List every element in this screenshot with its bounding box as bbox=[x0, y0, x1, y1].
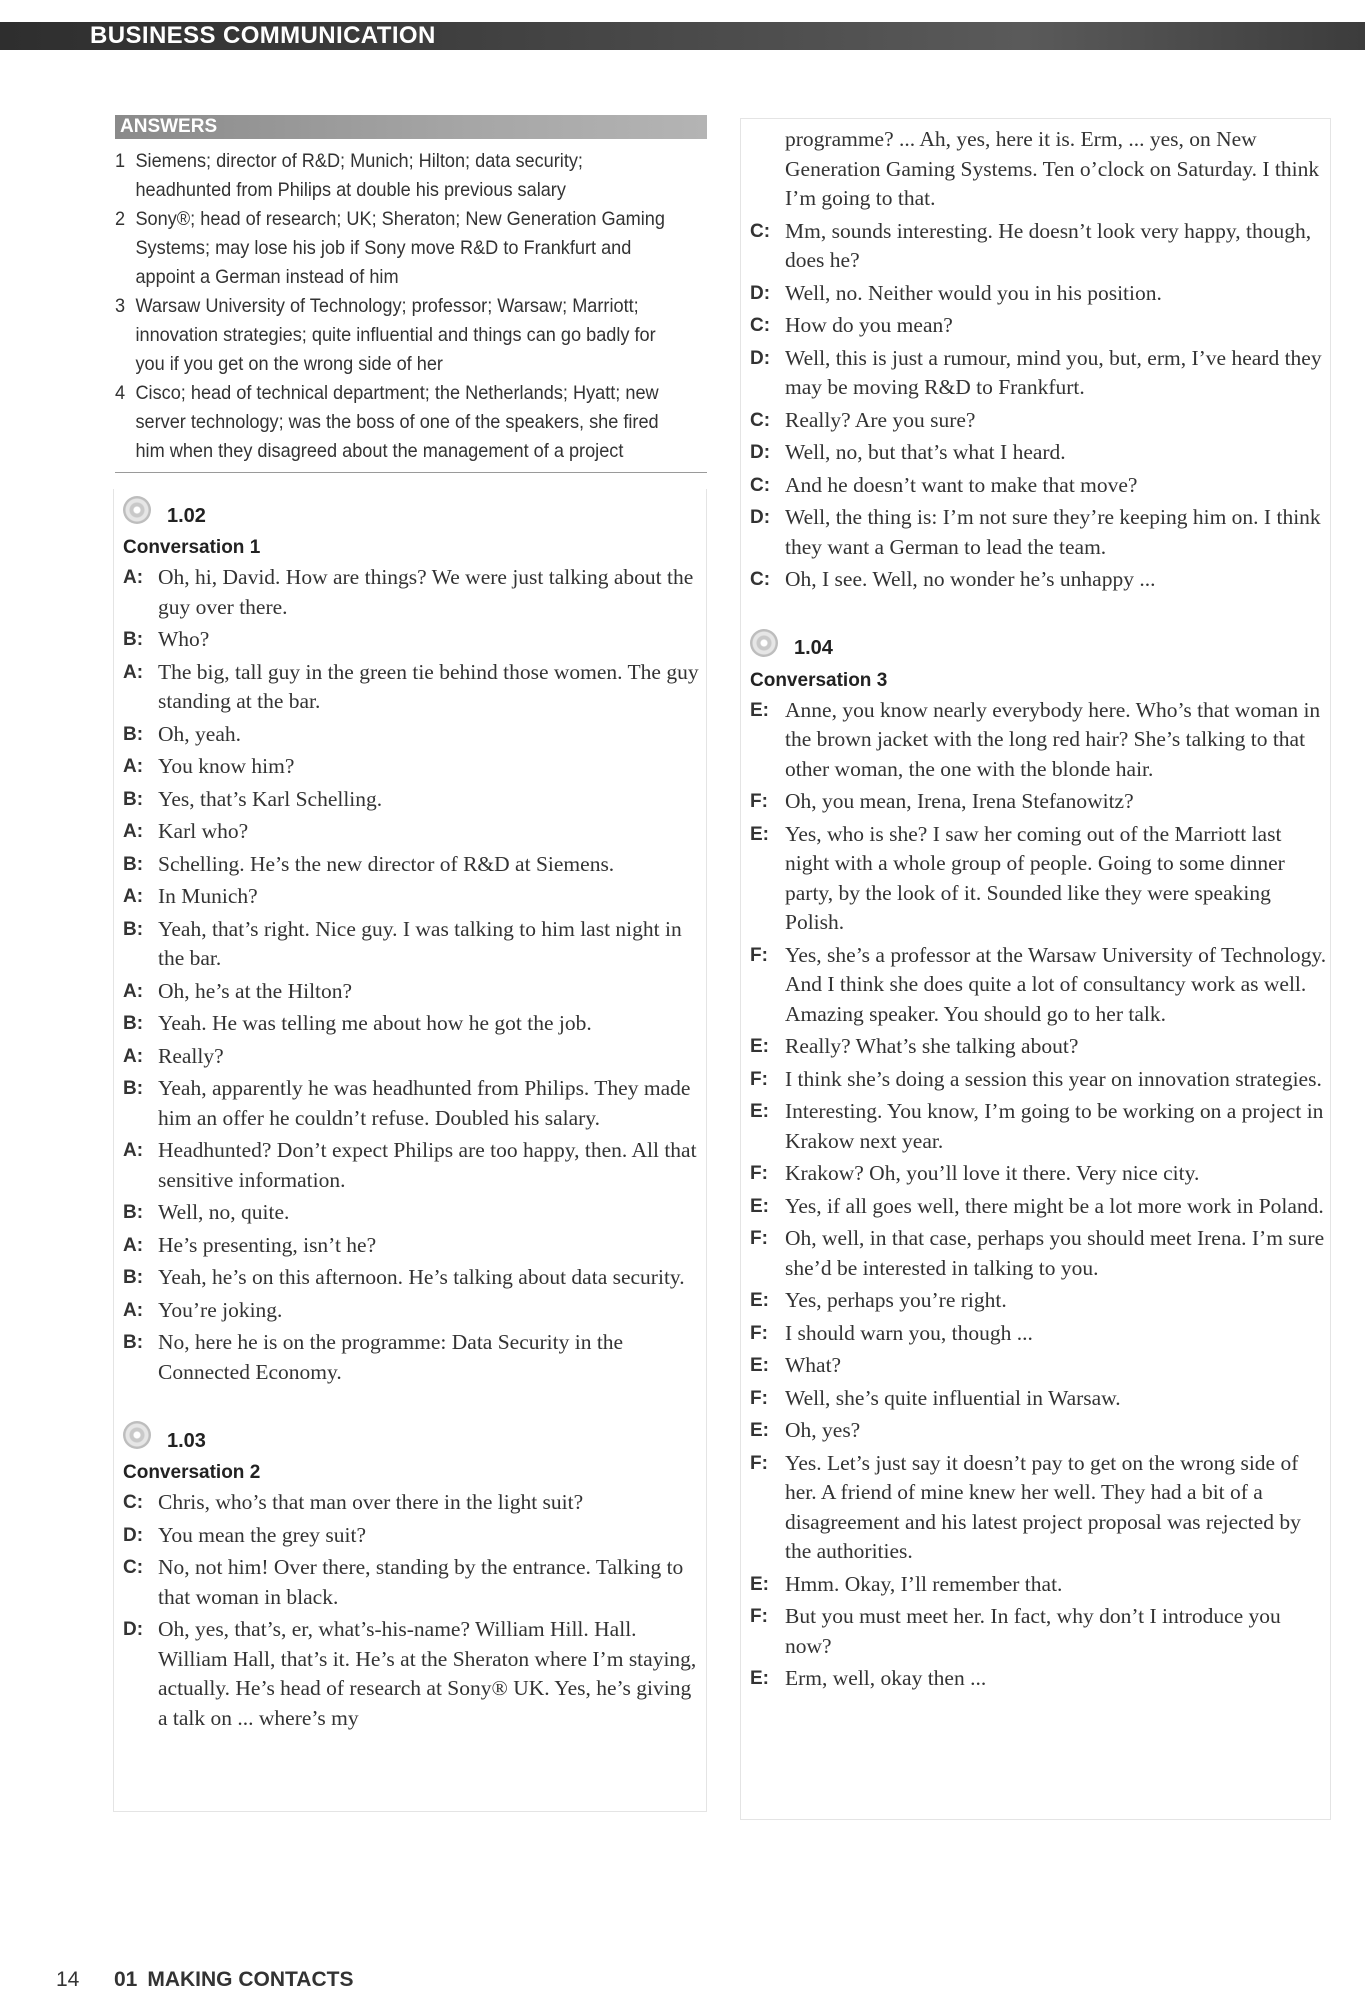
line-text: Oh, I see. Well, no wonder he’s unhappy ... bbox=[785, 567, 1156, 591]
speaker-label: C: bbox=[750, 315, 771, 336]
answer-item bbox=[115, 263, 704, 292]
answer-item bbox=[115, 321, 704, 350]
answer-item bbox=[115, 437, 704, 466]
track-number: 1.04 bbox=[794, 637, 833, 659]
dialogue-line bbox=[123, 1009, 706, 1039]
speaker-label: B: bbox=[123, 1202, 144, 1223]
line-text: Yes, if all goes well, there might be a lot more work in Poland. bbox=[785, 1193, 1324, 1218]
dialogue-line bbox=[750, 1384, 1330, 1414]
dialogue-line bbox=[123, 1296, 706, 1326]
dialogue-line bbox=[123, 752, 706, 782]
conversation-title: Conversation 2 bbox=[123, 1462, 261, 1483]
line-text: And he doesn’t want to make that move? bbox=[785, 472, 1138, 497]
answer-text: Cisco; head of technical department; the Netherlands; Hyatt; new bbox=[135, 382, 659, 404]
speaker-label: F: bbox=[750, 1322, 768, 1344]
speaker-label: F: bbox=[750, 791, 768, 812]
line-text: How do you mean? bbox=[785, 313, 953, 337]
cd-icon bbox=[750, 629, 778, 657]
conversation-title: Conversation 1 bbox=[123, 537, 261, 558]
dialogue-line bbox=[750, 696, 1330, 785]
dialogue-line bbox=[750, 503, 1330, 562]
speaker-label: C: bbox=[750, 409, 771, 431]
dialogue bbox=[123, 563, 706, 1387]
dialogue-line bbox=[123, 1042, 706, 1072]
dialogue-line bbox=[123, 1615, 706, 1733]
line-text: What? bbox=[785, 1353, 842, 1377]
dialogue-line bbox=[750, 217, 1330, 276]
speaker-label: B: bbox=[123, 1267, 144, 1288]
dialogue-line bbox=[750, 941, 1330, 1030]
speaker-label: B: bbox=[123, 1013, 144, 1034]
dialogue-line bbox=[123, 1553, 706, 1612]
answer-item bbox=[115, 234, 704, 263]
conversation-title: Conversation 3 bbox=[750, 669, 888, 691]
speaker-label: A: bbox=[123, 1299, 144, 1321]
line-text: Oh, he’s at the Hilton? bbox=[158, 978, 353, 1003]
dialogue-line bbox=[123, 625, 706, 655]
page-number: 14 bbox=[56, 1968, 80, 1991]
line-text: Oh, hi, David. How are things? We were just talking about the guy over there. bbox=[158, 565, 694, 619]
line-text: Well, no, but that’s what I heard. bbox=[785, 440, 1066, 464]
answers-box bbox=[115, 115, 707, 473]
line-text: I should warn you, though ... bbox=[785, 1320, 1033, 1345]
answer-number bbox=[115, 437, 135, 466]
dialogue-line bbox=[750, 1449, 1330, 1567]
line-text: programme? ... Ah, yes, here it is. Erm, ... yes, on New Generation Gaming Systems. Ten o’clock on Saturday. I think I’m going to that. bbox=[785, 127, 1320, 210]
track-number: 1.03 bbox=[167, 1429, 206, 1452]
answer-item bbox=[115, 147, 704, 176]
answer-number: 4 bbox=[115, 382, 126, 404]
dialogue-line bbox=[123, 1521, 706, 1551]
speaker-label: E: bbox=[750, 1420, 769, 1441]
line-text: Yes, who is she? I saw her coming out of the Marriott last night with a whole group of people. Going to some dinner party, by the look of it. Sounded like they were speaking Polish. bbox=[785, 821, 1285, 934]
answer-item bbox=[115, 379, 704, 408]
dialogue-line bbox=[750, 471, 1330, 501]
line-text: But you must meet her. In fact, why don’t I introduce you now? bbox=[785, 1604, 1281, 1658]
speaker-label: E: bbox=[750, 1668, 769, 1689]
line-text: Yeah, that’s right. Nice guy. I was talking to him last night in the bar. bbox=[158, 916, 682, 970]
dialogue-line bbox=[750, 1159, 1330, 1189]
line-text: Oh, yes, that’s, er, what’s-his-name? William Hill. Hall. William Hall, that’s it. He’s at the Sheraton where I’m staying, actually. He’s head of research at Sony® UK. Yes, he’s giving a talk on ... where’s my bbox=[158, 1617, 697, 1730]
speaker-label: E: bbox=[750, 1195, 769, 1217]
line-text: I think she’s doing a session this year on innovation strategies. bbox=[785, 1066, 1322, 1091]
page-footer bbox=[56, 1968, 353, 1992]
speaker-label: C: bbox=[750, 474, 771, 496]
dialogue-line bbox=[123, 850, 706, 880]
dialogue-line bbox=[123, 977, 706, 1007]
line-text: Well, no, quite. bbox=[158, 1200, 290, 1224]
line-text: He’s presenting, isn’t he? bbox=[158, 1232, 377, 1257]
line-text: No, not him! Over there, standing by the entrance. Talking to that woman in black. bbox=[158, 1555, 684, 1609]
dialogue-line bbox=[123, 817, 706, 847]
answers-heading: ANSWERS bbox=[115, 115, 707, 139]
line-text: Erm, well, okay then ... bbox=[785, 1666, 987, 1690]
speaker-label: F: bbox=[750, 944, 768, 966]
track-number: 1.02 bbox=[167, 504, 206, 527]
line-text: Yes. Let’s just say it doesn’t pay to get on the wrong side of her. A friend of mine knew her well. They had a bit of a disagreement and his latest project proposal was rejected by the authorities. bbox=[785, 1450, 1301, 1563]
speaker-label: C: bbox=[750, 220, 771, 242]
speaker-label: F: bbox=[750, 1387, 768, 1409]
dialogue-line bbox=[123, 720, 706, 750]
dialogue-line bbox=[750, 1602, 1330, 1661]
dialogue-line bbox=[750, 1065, 1330, 1095]
speaker-label: F: bbox=[750, 1606, 768, 1627]
speaker-label: E: bbox=[750, 1355, 769, 1376]
dialogue-line bbox=[750, 1224, 1330, 1283]
speaker-label: E: bbox=[750, 1573, 769, 1595]
answer-number bbox=[115, 350, 135, 379]
dialogue-line bbox=[750, 565, 1330, 595]
dialogue-line bbox=[123, 1136, 706, 1195]
speaker-label: F: bbox=[750, 1228, 768, 1249]
answer-text: innovation strategies; quite influential and things can go badly for bbox=[135, 324, 656, 346]
dialogue-line bbox=[123, 1074, 706, 1133]
unit-number: 01 bbox=[114, 1968, 138, 1991]
answer-item bbox=[115, 205, 704, 234]
speaker-label: B: bbox=[123, 1078, 144, 1099]
dialogue-line bbox=[123, 1263, 706, 1293]
speaker-label: A: bbox=[123, 661, 144, 683]
speaker-label: A: bbox=[123, 756, 144, 777]
speaker-label: B: bbox=[123, 853, 144, 875]
transcript-panel-left bbox=[113, 489, 707, 1812]
dialogue-line bbox=[750, 1319, 1330, 1349]
speaker-label: A: bbox=[123, 1045, 144, 1067]
answer-item bbox=[115, 350, 704, 379]
line-text: Well, this is just a rumour, mind you, but, erm, I’ve heard they may be moving R&D to Frankfurt. bbox=[785, 345, 1322, 399]
dialogue-line bbox=[750, 311, 1330, 341]
line-text: Yeah. He was telling me about how he got the job. bbox=[158, 1011, 592, 1035]
speaker-label: A: bbox=[123, 821, 144, 842]
answers-list bbox=[115, 147, 707, 473]
answer-text: Sony®; head of research; UK; Sheraton; New Generation Gaming bbox=[135, 208, 665, 230]
line-text: Yeah, he’s on this afternoon. He’s talking about data security. bbox=[158, 1265, 685, 1289]
dialogue-line bbox=[123, 785, 706, 815]
dialogue-line bbox=[750, 125, 1330, 214]
dialogue-line bbox=[123, 1328, 706, 1387]
dialogue-line bbox=[750, 1097, 1330, 1156]
dialogue-line bbox=[750, 820, 1330, 938]
answer-text: Warsaw University of Technology; professor; Warsaw; Marriott; bbox=[135, 295, 639, 317]
speaker-label: B: bbox=[123, 723, 144, 745]
speaker-label: C: bbox=[123, 1557, 144, 1578]
answer-number bbox=[115, 321, 135, 350]
line-text: Yes, that’s Karl Schelling. bbox=[158, 786, 383, 811]
dialogue-line bbox=[123, 563, 706, 622]
answer-item bbox=[115, 408, 704, 437]
speaker-label: A: bbox=[123, 1234, 144, 1256]
line-text: You’re joking. bbox=[158, 1297, 283, 1322]
dialogue-line bbox=[123, 915, 706, 974]
answer-number: 1 bbox=[115, 150, 126, 172]
speaker-label: E: bbox=[750, 823, 769, 845]
line-text: No, here he is on the programme: Data Security in the Connected Economy. bbox=[158, 1330, 624, 1384]
line-text: You know him? bbox=[158, 754, 295, 778]
line-text: Who? bbox=[158, 627, 210, 651]
line-text: Yes, perhaps you’re right. bbox=[785, 1288, 1007, 1312]
line-text: You mean the grey suit? bbox=[158, 1522, 367, 1547]
line-text: Oh, yeah. bbox=[158, 721, 241, 746]
speaker-label: D: bbox=[123, 1524, 144, 1546]
page-header-title: BUSINESS COMMUNICATION bbox=[90, 22, 436, 49]
dialogue bbox=[750, 696, 1330, 1694]
answer-item bbox=[115, 292, 704, 321]
line-text: Well, no. Neither would you in his position. bbox=[785, 280, 1162, 305]
line-text: Anne, you know nearly everybody here. Who’s that woman in the brown jacket with the long red hair? She’s talking to that other woman, the one with the blonde hair. bbox=[785, 697, 1321, 781]
dialogue-line bbox=[123, 882, 706, 912]
line-text: In Munich? bbox=[158, 884, 258, 908]
answer-text: him when they disagreed about the management of a project bbox=[135, 440, 624, 462]
speaker-label: F: bbox=[750, 1452, 768, 1474]
speaker-label: D: bbox=[123, 1619, 144, 1640]
answer-number bbox=[115, 176, 135, 205]
line-text: Krakow? Oh, you’ll love it there. Very nice city. bbox=[785, 1161, 1200, 1185]
dialogue bbox=[750, 125, 1330, 595]
line-text: Really? What’s she talking about? bbox=[785, 1034, 1079, 1058]
answer-number: 3 bbox=[115, 295, 126, 317]
answer-number bbox=[115, 234, 135, 263]
dialogue-line bbox=[750, 787, 1330, 817]
speaker-label: B: bbox=[123, 1332, 144, 1353]
speaker-label: E: bbox=[750, 699, 769, 721]
dialogue-line bbox=[750, 1032, 1330, 1062]
dialogue-line bbox=[123, 658, 706, 717]
speaker-label: C: bbox=[123, 1492, 144, 1513]
speaker-label: E: bbox=[750, 1036, 769, 1057]
dialogue-line bbox=[750, 1286, 1330, 1316]
line-text: The big, tall guy in the green tie behind those women. The guy standing at the bar. bbox=[158, 659, 699, 713]
line-text: Yes, she’s a professor at the Warsaw University of Technology. And I think she does quite a lot of consultancy work as well. Amazing speaker. You should go to her talk. bbox=[785, 942, 1327, 1026]
audio-track-1-04[interactable] bbox=[750, 632, 1330, 666]
speaker-label: F: bbox=[750, 1068, 768, 1090]
speaker-label: D: bbox=[750, 347, 771, 369]
audio-track-1-02[interactable] bbox=[123, 499, 706, 533]
speaker-label: D: bbox=[750, 442, 771, 463]
dialogue-line bbox=[750, 344, 1330, 403]
line-text: Chris, who’s that man over there in the light suit? bbox=[158, 1490, 584, 1514]
dialogue-line bbox=[123, 1231, 706, 1261]
answer-text: Systems; may lose his job if Sony move R&D to Frankfurt and bbox=[135, 237, 632, 259]
dialogue-line bbox=[750, 279, 1330, 309]
unit-title: MAKING CONTACTS bbox=[147, 1968, 354, 1991]
speaker-label: D: bbox=[750, 282, 771, 304]
speaker-label: A: bbox=[123, 886, 144, 907]
dialogue-line bbox=[750, 1351, 1330, 1381]
line-text: Schelling. He’s the new director of R&D at Siemens. bbox=[158, 851, 615, 876]
speaker-label: A: bbox=[123, 1140, 144, 1161]
line-text: Interesting. You know, I’m going to be working on a project in Krakow next year. bbox=[785, 1099, 1324, 1153]
speaker-label: D: bbox=[750, 507, 771, 528]
dialogue-line bbox=[123, 1488, 706, 1518]
speaker-label: F: bbox=[750, 1163, 768, 1184]
answer-text: you if you get on the wrong side of her bbox=[135, 353, 443, 375]
dialogue-line bbox=[750, 406, 1330, 436]
speaker-label: B: bbox=[123, 788, 144, 810]
dialogue-line bbox=[750, 1192, 1330, 1222]
line-text: Yeah, apparently he was headhunted from Philips. They made him an offer he couldn’t refuse. Doubled his salary. bbox=[158, 1076, 691, 1130]
dialogue-line bbox=[750, 1664, 1330, 1694]
speaker-label: A: bbox=[123, 980, 144, 1002]
answer-text: headhunted from Philips at double his previous salary bbox=[135, 179, 566, 201]
speaker-label: E: bbox=[750, 1290, 769, 1311]
line-text: Well, the thing is: I’m not sure they’re keeping him on. I think they want a German to lead the team. bbox=[785, 505, 1321, 559]
line-text: Really? Are you sure? bbox=[785, 407, 976, 432]
cd-icon bbox=[123, 496, 151, 524]
dialogue-line bbox=[750, 438, 1330, 468]
speaker-label: B: bbox=[123, 629, 144, 650]
speaker-label: C: bbox=[750, 569, 771, 590]
speaker-label: B: bbox=[123, 918, 144, 940]
answer-text: Siemens; director of R&D; Munich; Hilton; data security; bbox=[135, 150, 583, 172]
line-text: Well, she’s quite influential in Warsaw. bbox=[785, 1385, 1121, 1410]
answer-text: appoint a German instead of him bbox=[135, 266, 399, 288]
dialogue-line bbox=[123, 1198, 706, 1228]
answer-number bbox=[115, 408, 135, 437]
line-text: Oh, yes? bbox=[785, 1418, 861, 1442]
answer-number bbox=[115, 263, 135, 292]
line-text: Mm, sounds interesting. He doesn’t look very happy, though, does he? bbox=[785, 218, 1312, 272]
dialogue-line bbox=[750, 1416, 1330, 1446]
dialogue bbox=[123, 1488, 706, 1733]
line-text: Karl who? bbox=[158, 819, 249, 843]
audio-track-1-03[interactable] bbox=[123, 1424, 706, 1458]
transcript-panel-right bbox=[740, 118, 1331, 1820]
dialogue-line bbox=[750, 1570, 1330, 1600]
answer-text: server technology; was the boss of one of the speakers, she fired bbox=[135, 411, 659, 433]
answer-number: 2 bbox=[115, 208, 126, 230]
speaker-label: E: bbox=[750, 1101, 769, 1122]
line-text: Oh, you mean, Irena, Irena Stefanowitz? bbox=[785, 789, 1134, 813]
answer-item bbox=[115, 176, 704, 205]
line-text: Hmm. Okay, I’ll remember that. bbox=[785, 1571, 1063, 1596]
cd-icon bbox=[123, 1421, 151, 1449]
line-text: Headhunted? Don’t expect Philips are too happy, then. All that sensitive information. bbox=[158, 1138, 697, 1192]
line-text: Oh, well, in that case, perhaps you should meet Irena. I’m sure she’d be interested in talking to you. bbox=[785, 1226, 1325, 1280]
line-text: Really? bbox=[158, 1043, 224, 1068]
speaker-label: A: bbox=[123, 567, 144, 588]
speaker-label bbox=[750, 125, 785, 214]
